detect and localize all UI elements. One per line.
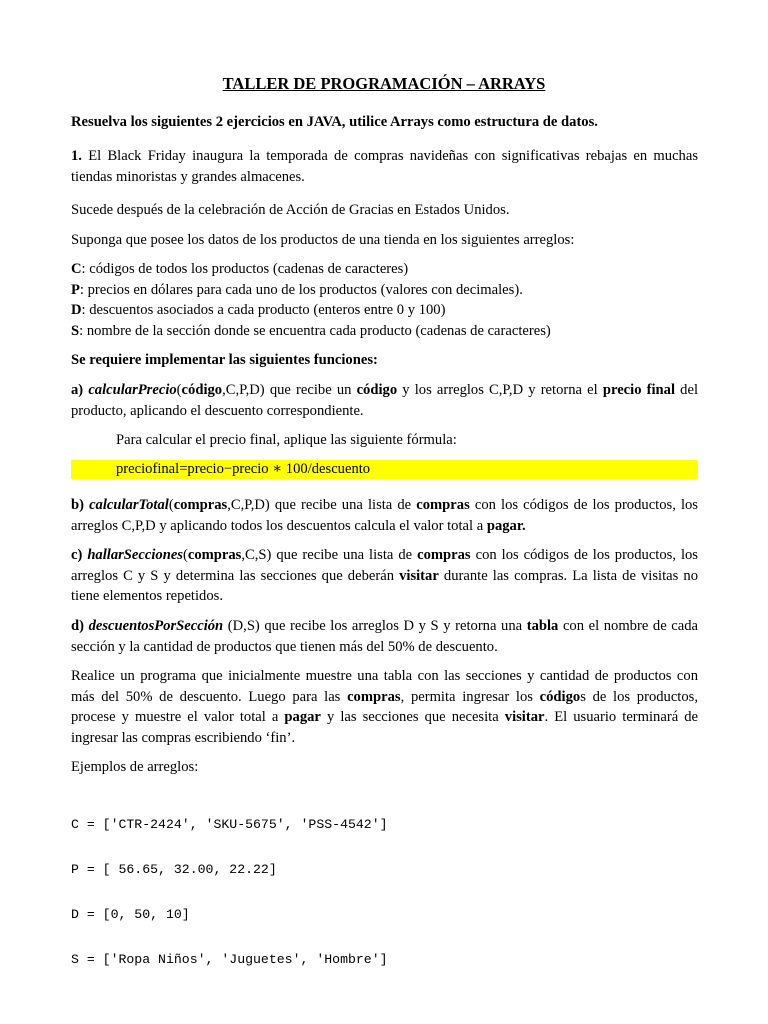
function-name: descuentosPorSección xyxy=(88,618,224,634)
function-bold-term: tabla xyxy=(526,618,559,634)
function-arg: código xyxy=(181,382,223,398)
function-paren: ( xyxy=(168,497,174,513)
function-name: calcularTotal xyxy=(89,497,169,513)
array-key: P xyxy=(71,281,80,298)
function-text: ,C,P,D) que recibe un xyxy=(222,382,357,398)
program-bold-term: código xyxy=(539,688,581,705)
exercise-number: 1. xyxy=(71,148,82,164)
array-desc: : precios en dólares para cada uno de los productos (valores con decimales). xyxy=(79,281,523,298)
function-bold-term: compras xyxy=(416,497,470,513)
program-bold-term: visitar xyxy=(504,709,545,725)
function-paren: ( xyxy=(176,382,182,398)
program-text: , permita ingresar los xyxy=(400,688,540,705)
program-bold-term: pagar xyxy=(284,709,321,725)
formula-intro: Para calcular el precio final, aplique las siguiente fórmula: xyxy=(116,432,457,448)
function-paren: ( xyxy=(182,547,188,563)
page-title: TALLER DE PROGRAMACIÓN – ARRAYS xyxy=(222,74,546,93)
array-def-s xyxy=(71,321,698,342)
code-line: S = ['Ropa Niños', 'Juguetes', 'Hombre'] xyxy=(71,952,388,967)
function-text: con los códigos de los productos, los arreglos C y S y determina las secciones que deberán xyxy=(71,547,698,584)
function-text: ,C,S) que recibe una lista de xyxy=(241,547,418,563)
function-text: del producto, aplicando el descuento correspondiente. xyxy=(71,382,699,419)
array-desc: : descuentos asociados a cada producto (enteros entre 0 y 100) xyxy=(81,302,446,318)
function-bold-term: visitar xyxy=(399,567,439,584)
function-bold-term: precio final xyxy=(602,382,676,398)
program-description xyxy=(71,666,698,748)
array-key: S xyxy=(71,322,80,339)
function-bold-term: compras xyxy=(417,547,471,563)
exercise-1-text: El Black Friday inaugura la temporada de compras navideñas con significativas rebajas en muchas tiendas minoristas y grandes almacenes. xyxy=(71,148,698,185)
function-arg: compras xyxy=(173,497,228,513)
function-text: con el nombre de cada sección y la cantidad de productos que tienen más del 50% de descuento. xyxy=(71,618,698,655)
function-c xyxy=(71,545,698,607)
program-text: . El usuario terminará de ingresar las compras escribiendo ‘fin’. xyxy=(71,709,699,746)
program-text: Realice un programa que inicialmente muestre una tabla con las secciones y cantidad de productos con más del 50% de descuento. Luego para las xyxy=(71,668,698,705)
arrays-definition-list xyxy=(71,259,698,341)
array-def-p xyxy=(71,280,698,301)
function-text: (D,S) que recibe los arreglos D y S y retorna una xyxy=(223,618,527,634)
examples-heading: Ejemplos de arreglos: xyxy=(71,759,199,775)
array-desc: : códigos de todos los productos (cadenas de caracteres) xyxy=(81,261,409,277)
function-name: calcularPrecio xyxy=(88,382,177,398)
exercise-1-context: Sucede después de la celebración de Acción de Gracias en Estados Unidos. xyxy=(71,202,510,218)
instructions: Resuelva los siguientes 2 ejercicios en JAVA, utilice Arrays como estructura de datos. xyxy=(71,114,598,130)
code-line: P = [ 56.65, 32.00, 22.22] xyxy=(71,862,277,877)
function-text: y los arreglos C,P,D y retorna el xyxy=(397,382,603,398)
price-formula: preciofinal=precio−precio ∗ 100/descuento xyxy=(116,461,371,477)
requirements-heading: Se requiere implementar las siguientes funciones: xyxy=(71,352,378,368)
program-text: y las secciones que necesita xyxy=(320,709,505,725)
function-b xyxy=(71,495,698,536)
program-bold-term: compras xyxy=(347,688,401,705)
function-label: d) xyxy=(71,618,89,634)
code-example-block xyxy=(71,787,388,997)
function-text: durante las compras. La lista de visitas no tiene elementos repetidos. xyxy=(71,567,698,604)
function-arg: compras xyxy=(187,547,242,563)
exercise-1-arrays-intro: Suponga que posee los datos de los productos de una tienda en los siguientes arreglos: xyxy=(71,232,575,248)
function-bold-term: pagar. xyxy=(486,517,526,534)
array-def-c xyxy=(71,259,698,280)
function-name: hallarSecciones xyxy=(87,547,183,563)
array-desc: : nombre de la sección donde se encuentra cada producto (cadenas de caracteres) xyxy=(79,322,551,339)
function-d xyxy=(71,616,698,657)
array-key: D xyxy=(71,302,82,318)
exercise-1-intro xyxy=(71,146,698,187)
function-label: c) xyxy=(71,547,88,563)
function-label: b) xyxy=(71,497,90,513)
function-text: ,C,P,D) que recibe una lista de xyxy=(227,497,417,513)
code-line: C = ['CTR-2424', 'SKU-5675', 'PSS-4542'] xyxy=(71,817,388,832)
program-text: s de los productos, procese y muestre el valor total a xyxy=(71,688,698,725)
function-a xyxy=(71,380,698,421)
function-text: con los códigos de los productos, los arreglos C,P,D y aplicando todos los descuentos calcula el valor total a xyxy=(71,497,698,534)
array-key: C xyxy=(71,261,82,277)
code-line: D = [0, 50, 10] xyxy=(71,907,190,922)
function-label: a) xyxy=(71,382,89,398)
array-def-d xyxy=(71,300,698,321)
function-bold-term: código xyxy=(356,382,398,398)
